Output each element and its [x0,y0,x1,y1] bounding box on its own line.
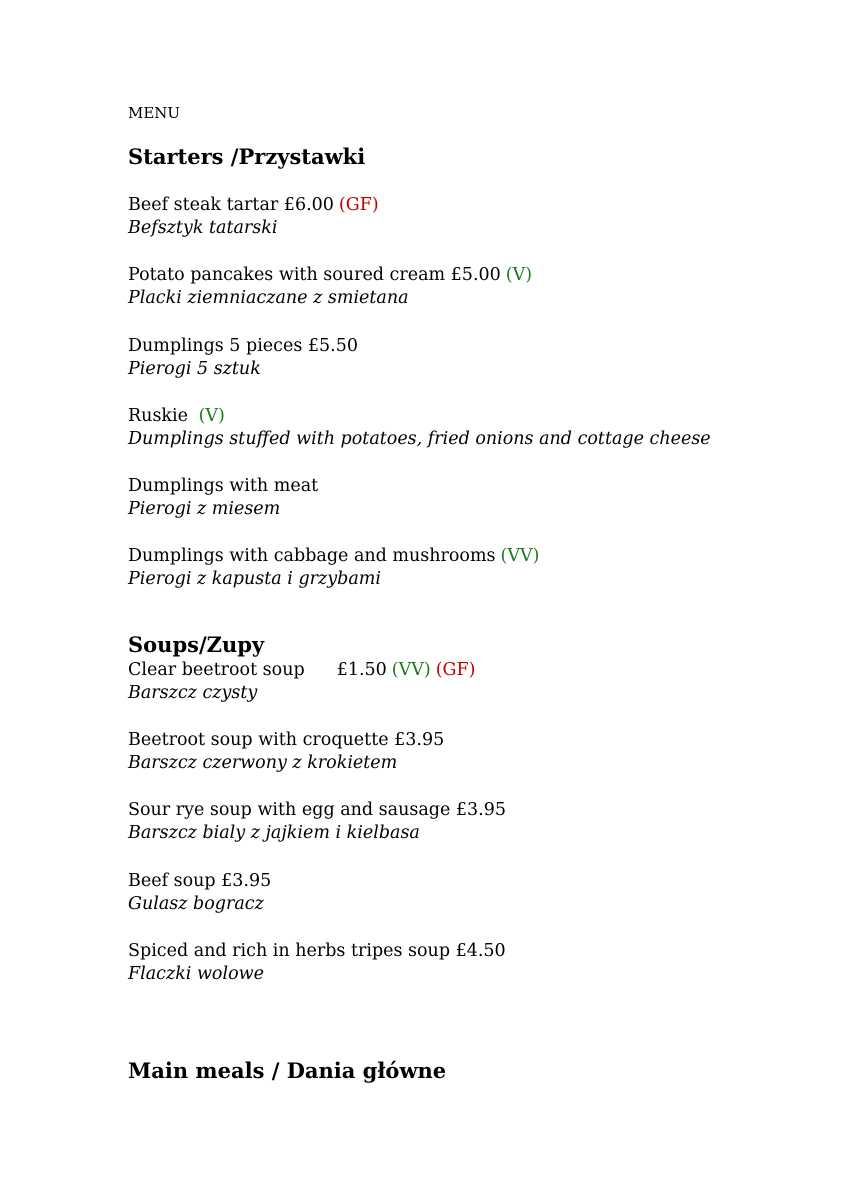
tag-gf: (GF) [338,195,379,215]
menu-item-potato-pancakes [128,264,532,310]
menu-label: MENU [128,104,181,122]
item-name-pl: Befsztyk tatarski [128,218,278,238]
section-title-main-meals: Main meals / Dania główne [128,1058,447,1083]
tag-vv: (VV) [500,546,540,566]
menu-item-sour-rye-soup [128,799,506,845]
menu-item-beetroot-soup-croquette [128,729,444,775]
menu-item-dumplings-cabbage-mushrooms [128,545,539,591]
item-name-en: Dumplings with meat [128,476,319,496]
tag-v: (V) [198,406,225,426]
menu-item-tripes-soup [128,940,506,986]
tag-vv: (VV) [391,660,431,680]
item-description: Dumplings stuffed with potatoes, fried onions and cottage cheese [128,429,711,449]
menu-item-ruskie [128,405,711,451]
item-name-pl: Barszcz bialy z jajkiem i kielbasa [128,823,420,843]
item-name-en: Ruskie [128,406,194,426]
item-name-pl: Flaczki wolowe [128,964,264,984]
item-name-pl: Barszcz czerwony z krokietem [128,753,398,773]
item-name-en: Sour rye soup with egg and sausage £3.95 [128,800,507,820]
item-name-pl: Pierogi z kapusta i grzybami [128,569,381,589]
item-name-en: Dumplings 5 pieces £5.50 [128,336,358,356]
item-name-pl: Barszcz czysty [128,683,258,703]
item-name-en: Beef steak tartar £6.00 [128,195,334,215]
item-price: £1.50 [336,660,387,680]
menu-item-beef-soup [128,870,271,916]
menu-item-dumplings-with-meat [128,475,318,521]
menu-item-beef-steak-tartar [128,194,379,240]
menu-item-dumplings-5-pieces [128,335,358,381]
item-name-en: Beetroot soup with croquette £3.95 [128,730,445,750]
section-title-soups: Soups/Zupy [128,632,265,657]
tag-gf: (GF) [435,660,476,680]
item-name-en: Potato pancakes with soured cream £5.00 [128,265,501,285]
tag-v: (V) [505,265,533,285]
item-name-en: Beef soup £3.95 [128,871,272,891]
item-name-pl: Gulasz bogracz [128,894,264,914]
item-name-pl: Pierogi z miesem [128,499,281,519]
item-name-pl: Pierogi 5 sztuk [128,359,261,379]
item-name-en: Clear beetroot soup [128,660,305,680]
item-name-pl: Placki ziemniaczane z smietana [128,288,409,308]
item-name-en: Dumplings with cabbage and mushrooms [128,546,496,566]
menu-page [128,0,828,1200]
section-title-starters: Starters /Przystawki [128,144,366,169]
menu-item-clear-beetroot-soup [128,659,476,705]
item-name-en: Spiced and rich in herbs tripes soup £4.50 [128,941,506,961]
